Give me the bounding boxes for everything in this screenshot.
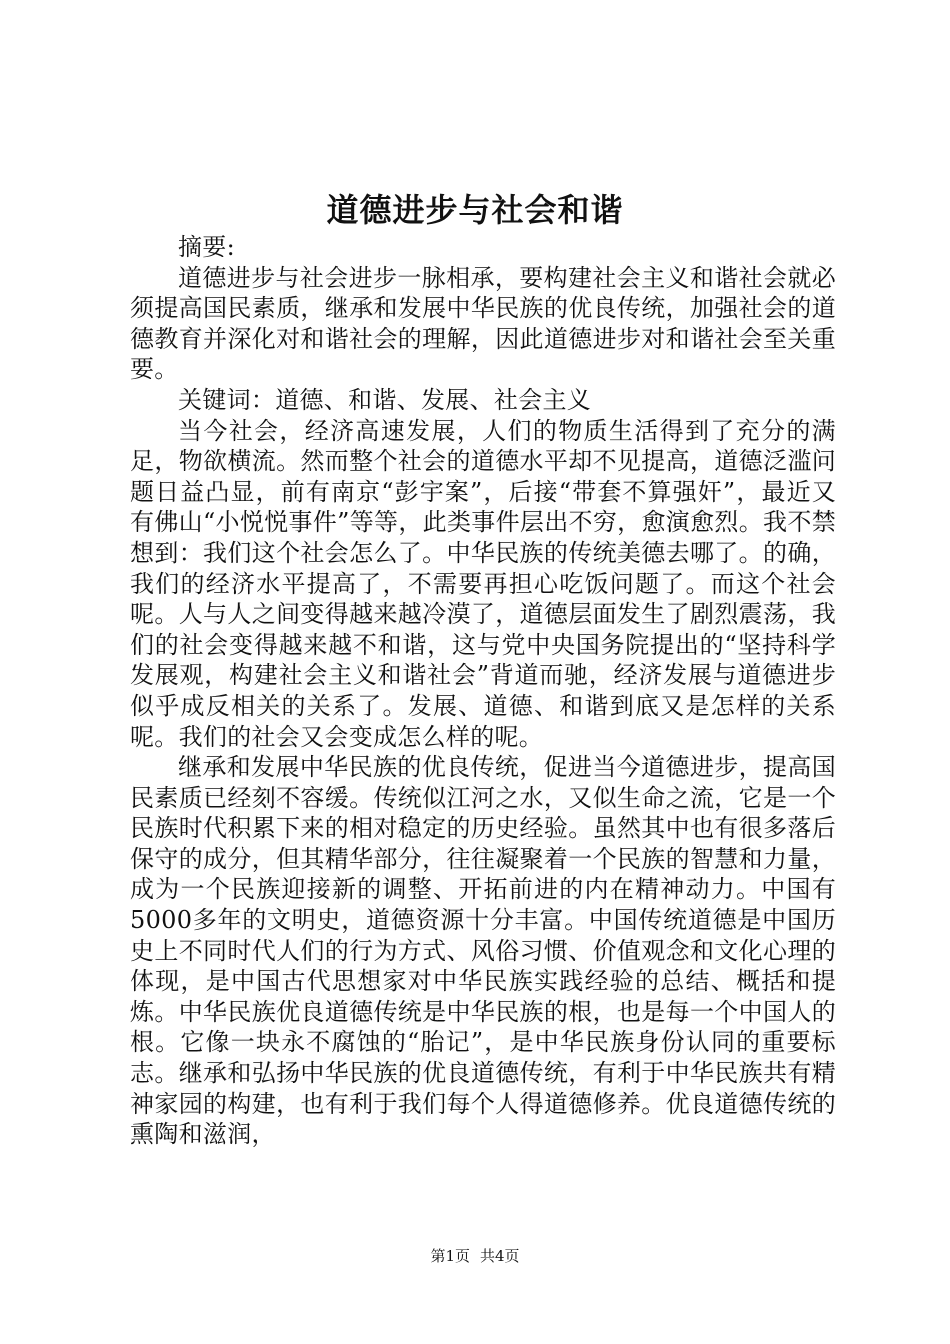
body-paragraph-2: 继承和发展中华民族的优良传统，促进当今道德进步，提高国民素质已经刻不容缓。传统似江河之水，又似生命之流，它是一个民族时代积累下来的相对稳定的历史经验。虽然其中也有很多落后保守的成分，但其精华部分，往往凝聚着一个民族的智慧和力量，成为一个民族迎接新的调整、开拓前进的内在精神动力。中国有5000多年的文明史，道德资源十分丰富。中国传统道德是中国历史上不同时代人们的行为方式、风俗习惯、价值观念和文化心理的体现，是中国古代思想家对中华民族实践经验的总结、概括和提炼。中华民族优良道德传统是中华民族的根，也是每一个中国人的根。它像一块永不腐蚀的“胎记”，是中华民族身份认同的重要标志。继承和弘扬中华民族的优良道德传统，有利于中华民族共有精神家园的构建，也有利于我们每个人得道德修养。优良道德传统的熏陶和滋润， [130,753,836,1149]
keywords-line: 关键词：道德、和谐、发展、社会主义 [178,385,592,414]
total-page-count: 共4页 [480,1247,520,1265]
abstract-text: 道德进步与社会进步一脉相承，要构建社会主义和谐社会就必须提高国民素质，继承和发展中华民族的优良传统，加强社会的道德教育并深化对和谐社会的理解，因此道德进步对和谐社会至关重要。 [130,263,836,384]
body-paragraph-1: 当今社会，经济高速发展，人们的物质生活得到了充分的满足，物欲横流。然而整个社会的道德水平却不见提高，道德泛滥问题日益凸显，前有南京“彭宇案”，后接“带套不算强奸”，最近又有佛山“小悦悦事件”等等，此类事件层出不穷，愈演愈烈。我不禁想到：我们这个社会怎么了。中华民族的传统美德去哪了。的确，我们的经济水平提高了，不需要再担心吃饭问题了。而这个社会呢。人与人之间变得越来越冷漠了，道德层面发生了剧烈震荡，我们的社会变得越来越不和谐，这与党中央国务院提出的“坚持科学发展观，构建社会主义和谐社会”背道而驰，经济发展与道德进步似乎成反相关的关系了。发展、道德、和谐到底又是怎样的关系呢。我们的社会又会变成怎么样的呢。 [130,416,836,751]
abstract-label: 摘要: [178,233,235,261]
document-body [130,232,836,1150]
current-page-number: 第1页 [430,1247,470,1265]
page-footer [0,1244,950,1268]
page-title: 道德进步与社会和谐 [326,191,624,229]
